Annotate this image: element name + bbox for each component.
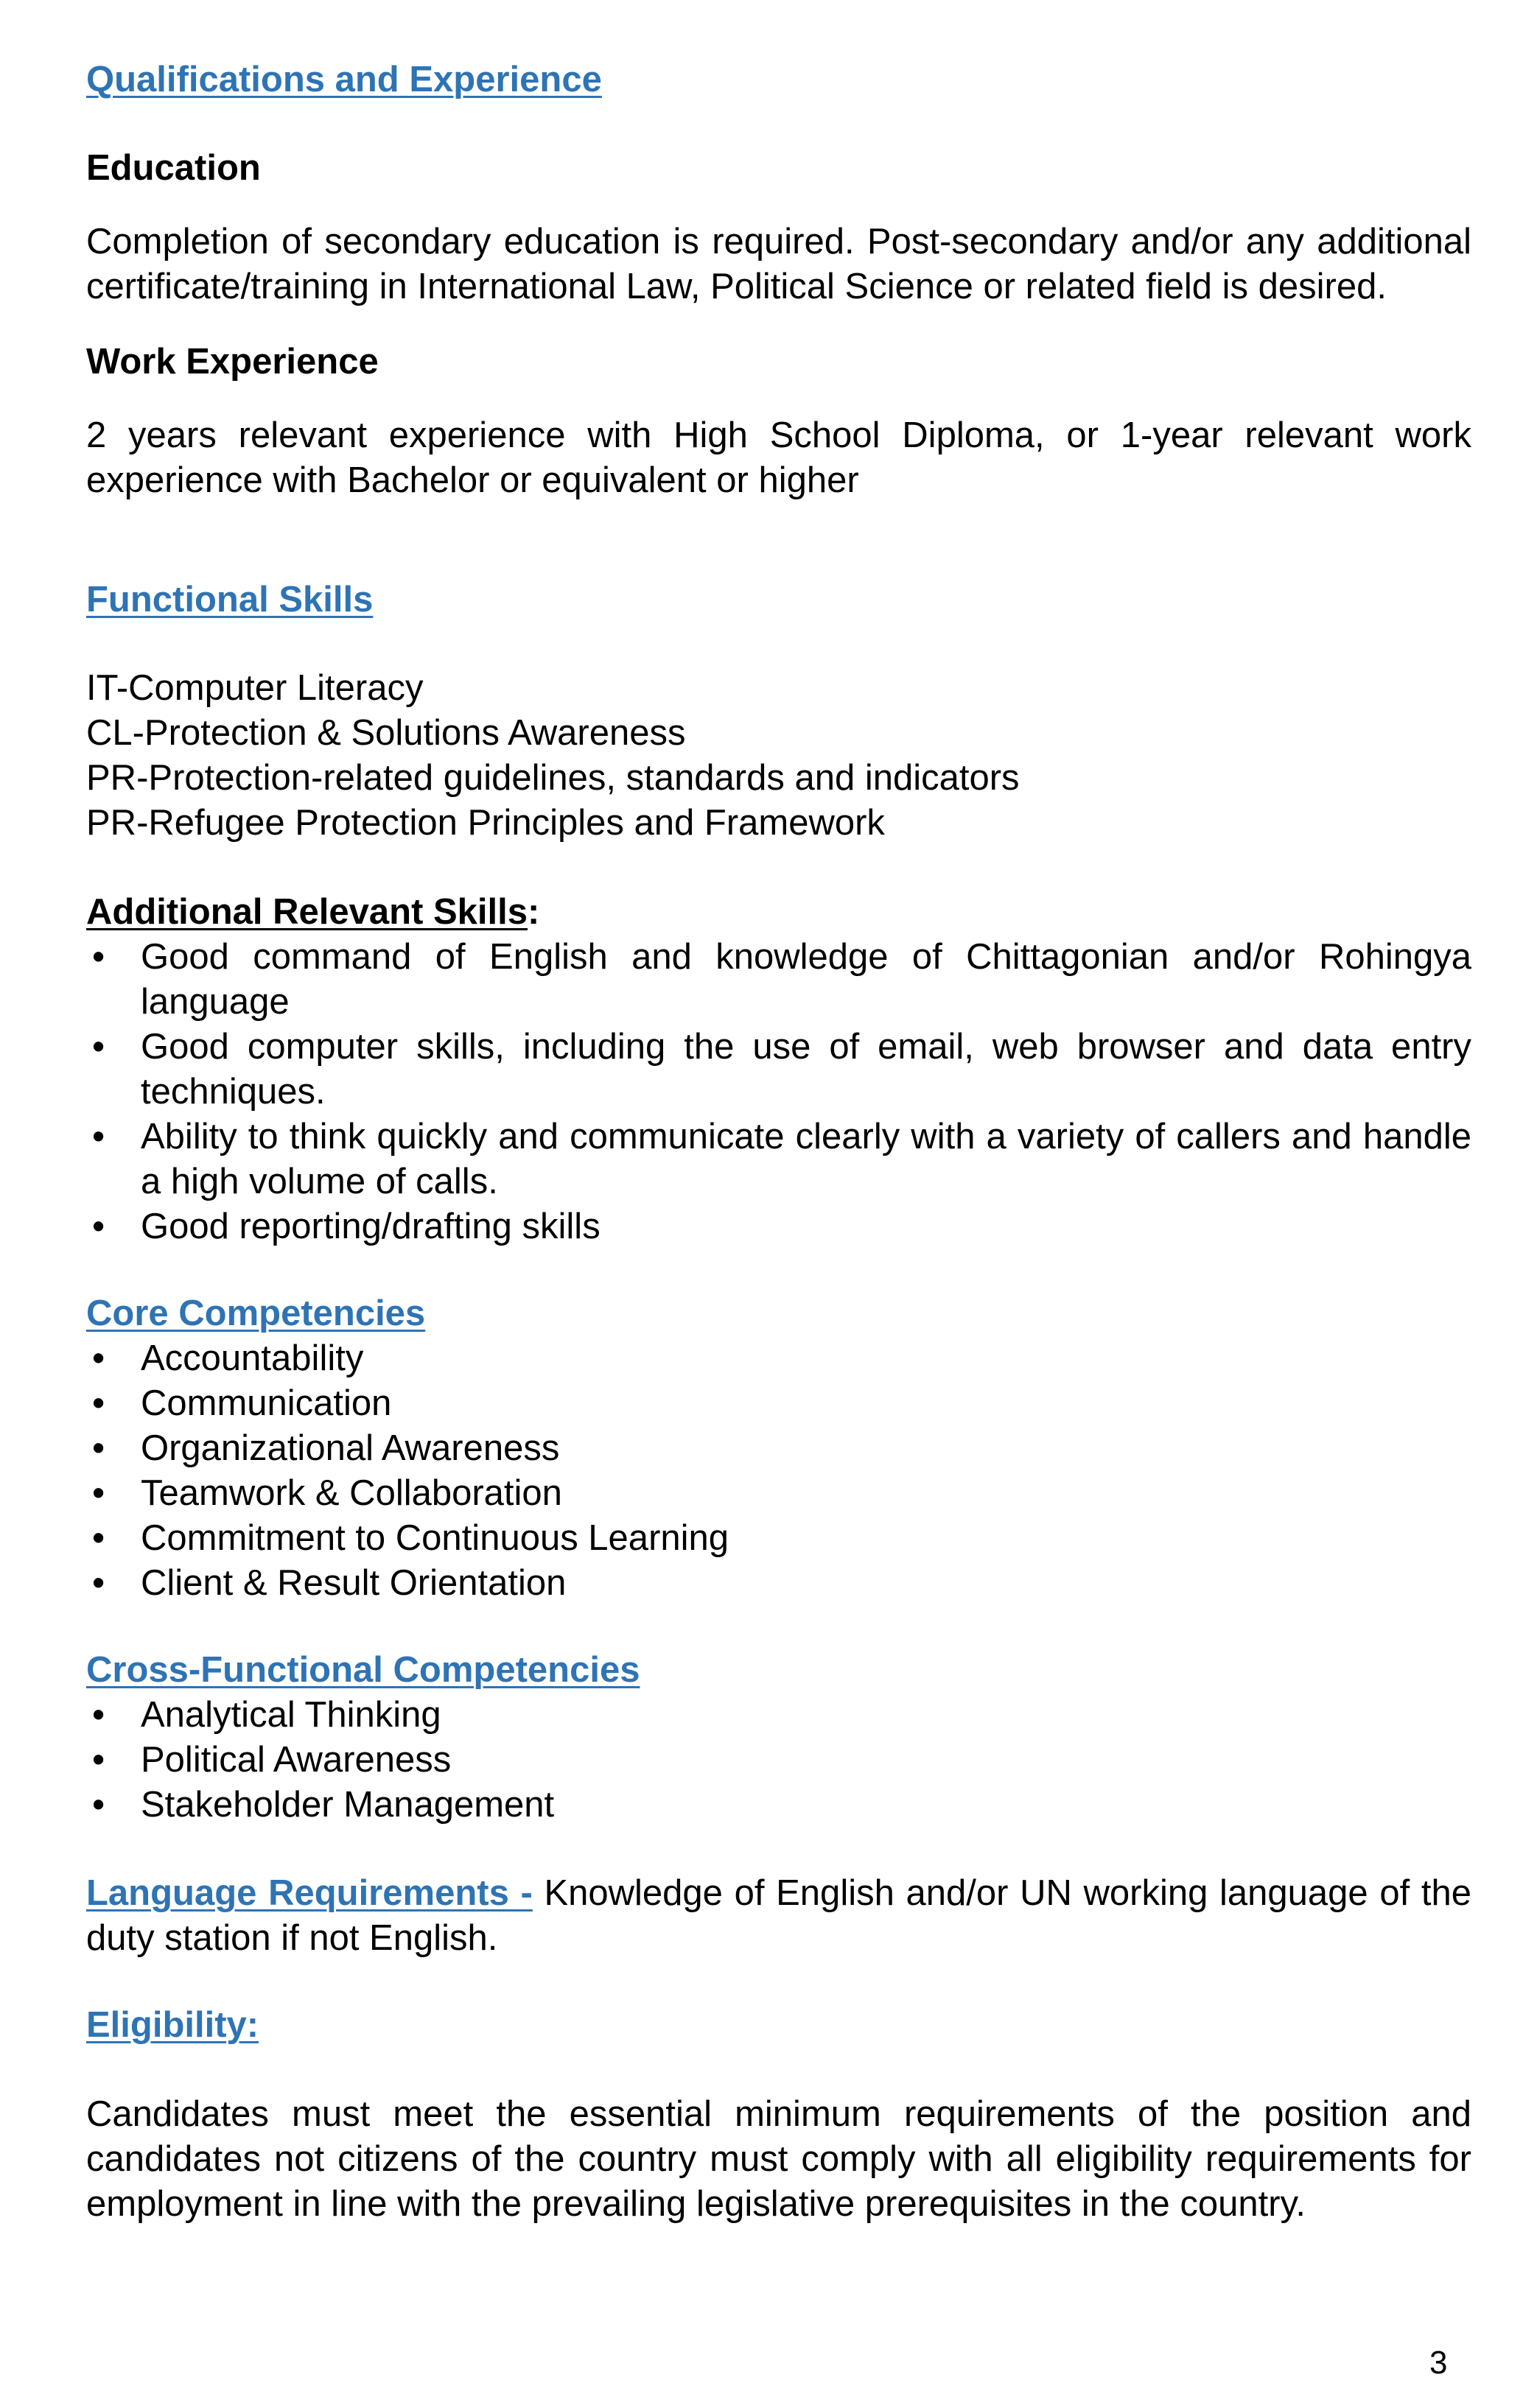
work-experience-label: Work Experience bbox=[86, 342, 379, 382]
functional-skill-item: CL-Protection & Solutions Awareness bbox=[86, 713, 686, 753]
cross-functional-heading: Cross-Functional Competencies bbox=[86, 1650, 640, 1690]
list-item: • Client & Result Orientation bbox=[86, 1561, 1471, 1606]
additional-skills-list bbox=[86, 935, 1471, 1249]
list-item: • Stakeholder Management bbox=[86, 1783, 1471, 1828]
bullet-icon: • bbox=[92, 1785, 105, 1825]
bullet-icon: • bbox=[92, 1207, 105, 1246]
bullet-icon: • bbox=[92, 1428, 105, 1468]
page-number: 3 bbox=[1429, 2345, 1448, 2381]
list-item: • Good reporting/drafting skills bbox=[86, 1204, 1471, 1249]
list-item: • Communication bbox=[86, 1381, 1471, 1426]
additional-skills-heading bbox=[86, 892, 539, 932]
bullet-icon: • bbox=[92, 1695, 105, 1735]
bullet-icon: • bbox=[92, 937, 105, 977]
functional-skill-item: IT-Computer Literacy bbox=[86, 668, 424, 708]
list-item: • Good command of English and knowledge of Chittagonian and/or Rohingya language bbox=[86, 935, 1471, 1025]
bullet-icon: • bbox=[92, 1383, 105, 1423]
education-label: Education bbox=[86, 148, 261, 188]
bullet-icon: • bbox=[92, 1518, 105, 1558]
bullet-icon: • bbox=[92, 1027, 105, 1067]
additional-skills-colon: : bbox=[528, 892, 540, 932]
list-item: • Good computer skills, including the use of email, web browser and data entry techniques. bbox=[86, 1025, 1471, 1115]
list-item: • Commitment to Continuous Learning bbox=[86, 1516, 1471, 1561]
functional-skills-heading: Functional Skills bbox=[86, 580, 374, 619]
core-competencies-list bbox=[86, 1336, 1471, 1606]
functional-skills-list bbox=[86, 666, 1471, 846]
functional-skill-item: PR-Refugee Protection Principles and Framework bbox=[86, 803, 885, 843]
education-text: Completion of secondary education is required. Post-secondary and/or any additional certificate/training in International Law, Political Science or related field is desired. bbox=[86, 222, 1471, 306]
functional-skill-item: PR-Protection-related guidelines, standards and indicators bbox=[86, 758, 1020, 798]
cross-functional-list bbox=[86, 1693, 1471, 1828]
list-item: • Teamwork & Collaboration bbox=[86, 1471, 1471, 1516]
bullet-icon: • bbox=[92, 1117, 105, 1156]
language-requirements-heading: Language Requirements - bbox=[86, 1873, 533, 1913]
language-requirements bbox=[86, 1871, 1471, 1961]
eligibility-text: Candidates must meet the essential minimum requirements of the position and candidates not citizens of the country must comply with all eligibility requirements for employment in line with the prevailing legislative prerequisites in the country. bbox=[86, 2094, 1471, 2224]
list-item: • Ability to think quickly and communicate clearly with a variety of callers and handle a high volume of calls. bbox=[86, 1115, 1471, 1204]
core-competencies-heading: Core Competencies bbox=[86, 1293, 426, 1333]
bullet-icon: • bbox=[92, 1338, 105, 1378]
bullet-icon: • bbox=[92, 1473, 105, 1513]
bullet-icon: • bbox=[92, 1740, 105, 1780]
qualifications-heading: Qualifications and Experience bbox=[86, 60, 602, 99]
language-requirements-text: Knowledge of English and/or UN working language of the duty station if not English. bbox=[86, 1873, 1471, 1958]
list-item: • Organizational Awareness bbox=[86, 1426, 1471, 1471]
work-experience-text: 2 years relevant experience with High School Diploma, or 1-year relevant work experience with Bachelor or equivalent or higher bbox=[86, 415, 1471, 500]
list-item: • Accountability bbox=[86, 1336, 1471, 1381]
list-item: • Analytical Thinking bbox=[86, 1693, 1471, 1738]
eligibility-heading: Eligibility: bbox=[86, 2005, 259, 2045]
list-item: • Political Awareness bbox=[86, 1738, 1471, 1783]
bullet-icon: • bbox=[92, 1563, 105, 1603]
additional-skills-title: Additional Relevant Skills bbox=[86, 892, 528, 932]
